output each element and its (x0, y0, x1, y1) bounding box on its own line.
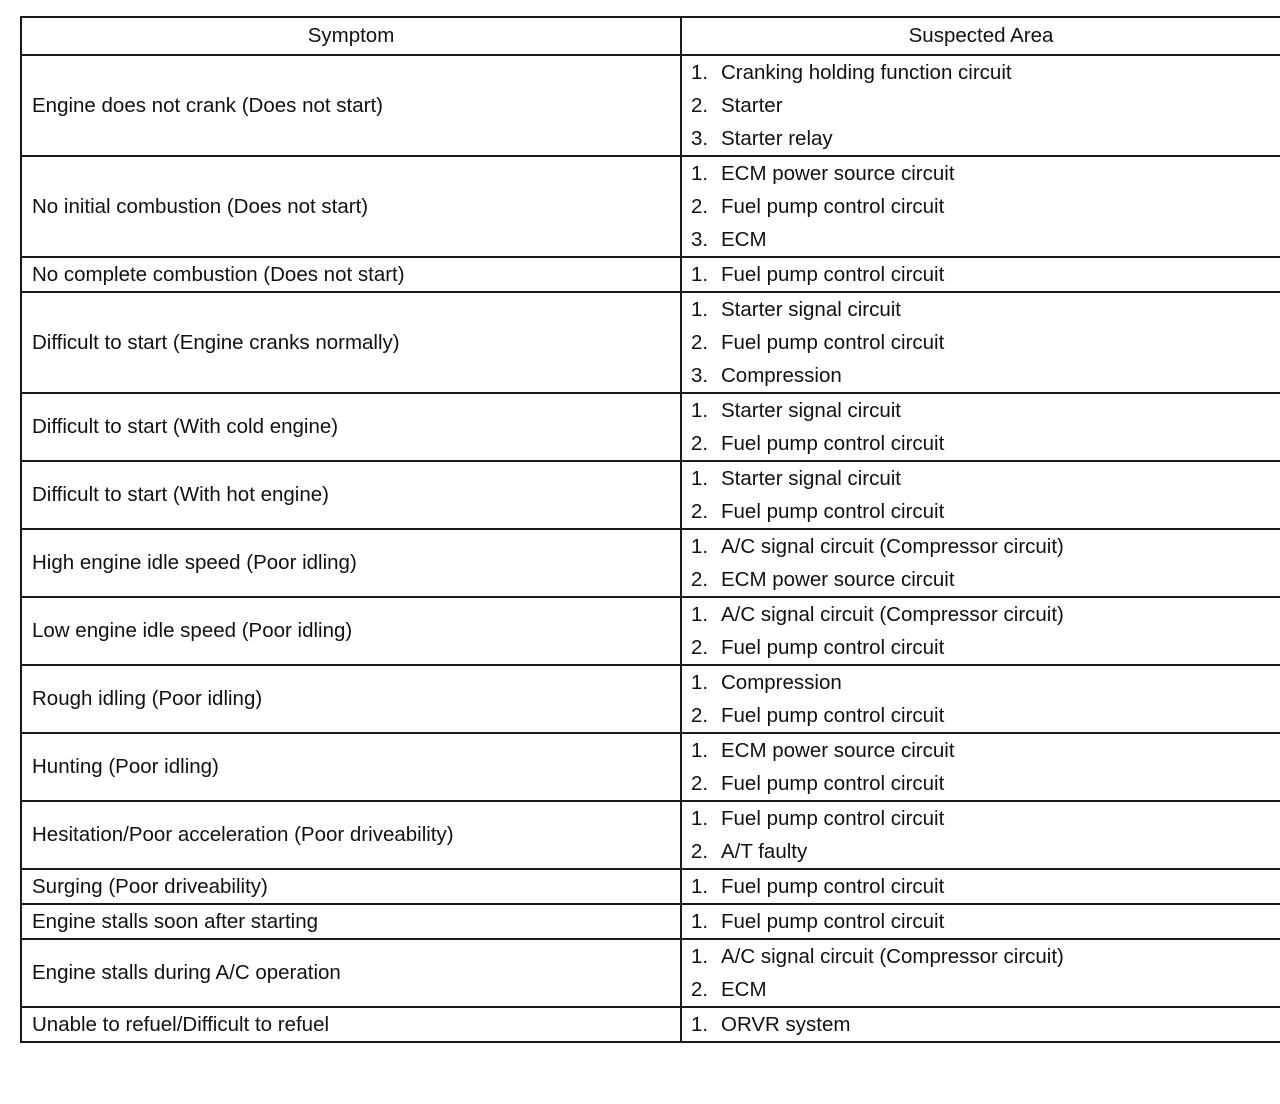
suspected-area-cell (681, 597, 1280, 665)
list-item (691, 940, 1280, 973)
table-row (21, 529, 1280, 597)
list-item (691, 835, 1280, 868)
list-item-text: A/C signal circuit (Compressor circuit) (721, 602, 1064, 626)
list-item (691, 462, 1280, 495)
table-row (21, 904, 1280, 939)
table-row (21, 55, 1280, 156)
list-item-number: 2. (691, 635, 709, 659)
list-item-number: 2. (691, 431, 709, 455)
header-row (21, 17, 1280, 55)
list-item-number: 3. (691, 227, 709, 251)
list-item (691, 699, 1280, 732)
list-item-number: 1. (691, 670, 709, 694)
list-item-text: Fuel pump control circuit (721, 771, 945, 795)
list-item-text: ORVR system (721, 1012, 851, 1036)
suspected-area-cell (681, 733, 1280, 801)
list-item (691, 563, 1280, 596)
table-row (21, 292, 1280, 393)
suspected-area-cell (681, 393, 1280, 461)
symptom-cell: No complete combustion (Does not start) (21, 257, 681, 292)
list-item (691, 359, 1280, 392)
list-item (691, 89, 1280, 122)
list-item-number: 1. (691, 909, 709, 933)
list-item-number: 1. (691, 297, 709, 321)
list-item-text: Fuel pump control circuit (721, 806, 945, 830)
list-item-number: 2. (691, 703, 709, 727)
list-item-text: A/T faulty (721, 839, 808, 863)
table-row (21, 597, 1280, 665)
suspected-area-cell (681, 257, 1280, 292)
suspected-area-cell (681, 904, 1280, 939)
symptom-header: Symptom (21, 17, 681, 55)
list-item-text: Cranking holding function circuit (721, 60, 1012, 84)
symptom-cell: Difficult to start (With cold engine) (21, 393, 681, 461)
symptom-cell: Engine does not crank (Does not start) (21, 55, 681, 156)
list-item-text: A/C signal circuit (Compressor circuit) (721, 944, 1064, 968)
list-item-number: 1. (691, 602, 709, 626)
symptom-cell: Difficult to start (With hot engine) (21, 461, 681, 529)
list-item-text: ECM power source circuit (721, 567, 955, 591)
list-item-number: 3. (691, 363, 709, 387)
list-item (691, 157, 1280, 190)
list-item-number: 2. (691, 499, 709, 523)
list-item (691, 870, 1280, 903)
list-item-number: 1. (691, 806, 709, 830)
list-item (691, 905, 1280, 938)
list-item (691, 802, 1280, 835)
suspected-area-cell (681, 939, 1280, 1007)
suspected-area-cell (681, 529, 1280, 597)
list-item (691, 666, 1280, 699)
list-item-number: 3. (691, 126, 709, 150)
list-item-number: 2. (691, 567, 709, 591)
list-item-number: 1. (691, 466, 709, 490)
list-item (691, 223, 1280, 256)
list-item-text: Starter (721, 93, 783, 117)
list-item-number: 1. (691, 874, 709, 898)
list-item-text: Starter signal circuit (721, 466, 902, 490)
list-item-number: 2. (691, 330, 709, 354)
suspected-area-cell (681, 665, 1280, 733)
list-item (691, 258, 1280, 291)
list-item (691, 734, 1280, 767)
list-item-number: 1. (691, 60, 709, 84)
list-item-text: Compression (721, 363, 842, 387)
symptom-table (20, 16, 1280, 1043)
list-item-text: Fuel pump control circuit (721, 909, 945, 933)
symptom-cell: Unable to refuel/Difficult to refuel (21, 1007, 681, 1042)
list-item-text: ECM power source circuit (721, 738, 955, 762)
table-row (21, 156, 1280, 257)
list-item-number: 2. (691, 977, 709, 1001)
list-item-text: A/C signal circuit (Compressor circuit) (721, 534, 1064, 558)
suspected-area-cell (681, 292, 1280, 393)
list-item-number: 2. (691, 839, 709, 863)
list-item-text: ECM (721, 977, 767, 1001)
list-item (691, 495, 1280, 528)
list-item (691, 598, 1280, 631)
list-item-number: 1. (691, 738, 709, 762)
list-item (691, 973, 1280, 1006)
list-item-number: 1. (691, 944, 709, 968)
suspected-area-cell (681, 156, 1280, 257)
suspected-area-cell (681, 869, 1280, 904)
list-item (691, 394, 1280, 427)
list-item-text: Fuel pump control circuit (721, 874, 945, 898)
list-item-text: Starter signal circuit (721, 398, 902, 422)
symptom-cell: Hesitation/Poor acceleration (Poor driveability) (21, 801, 681, 869)
list-item-text: Fuel pump control circuit (721, 431, 945, 455)
list-item (691, 190, 1280, 223)
symptom-cell: Hunting (Poor idling) (21, 733, 681, 801)
symptom-cell: Surging (Poor driveability) (21, 869, 681, 904)
table-row (21, 801, 1280, 869)
list-item (691, 122, 1280, 155)
list-item-number: 1. (691, 161, 709, 185)
suspected-area-cell (681, 1007, 1280, 1042)
list-item (691, 56, 1280, 89)
table-row (21, 939, 1280, 1007)
list-item (691, 1008, 1280, 1041)
list-item-text: Fuel pump control circuit (721, 262, 945, 286)
list-item (691, 530, 1280, 563)
list-item-number: 2. (691, 93, 709, 117)
table-row (21, 733, 1280, 801)
list-item-text: Fuel pump control circuit (721, 194, 945, 218)
list-item-text: Starter signal circuit (721, 297, 902, 321)
symptom-cell: No initial combustion (Does not start) (21, 156, 681, 257)
list-item-text: Fuel pump control circuit (721, 330, 945, 354)
list-item-number: 1. (691, 262, 709, 286)
suspected-area-cell (681, 801, 1280, 869)
list-item-text: ECM power source circuit (721, 161, 955, 185)
list-item (691, 326, 1280, 359)
list-item-number: 1. (691, 534, 709, 558)
suspected-area-header: Suspected Area (681, 17, 1280, 55)
list-item (691, 293, 1280, 326)
list-item (691, 767, 1280, 800)
list-item-number: 1. (691, 1012, 709, 1036)
suspected-area-cell (681, 55, 1280, 156)
table-row (21, 869, 1280, 904)
table-row (21, 393, 1280, 461)
table-row (21, 665, 1280, 733)
list-item (691, 427, 1280, 460)
symptom-cell: Engine stalls during A/C operation (21, 939, 681, 1007)
list-item-text: Starter relay (721, 126, 833, 150)
symptom-cell: High engine idle speed (Poor idling) (21, 529, 681, 597)
list-item (691, 631, 1280, 664)
list-item-number: 2. (691, 194, 709, 218)
symptom-cell: Low engine idle speed (Poor idling) (21, 597, 681, 665)
symptom-cell: Engine stalls soon after starting (21, 904, 681, 939)
list-item-text: Fuel pump control circuit (721, 499, 945, 523)
table-row (21, 1007, 1280, 1042)
symptom-cell: Difficult to start (Engine cranks normally) (21, 292, 681, 393)
list-item-text: Fuel pump control circuit (721, 703, 945, 727)
list-item-number: 1. (691, 398, 709, 422)
table-row (21, 257, 1280, 292)
table-row (21, 461, 1280, 529)
list-item-text: Fuel pump control circuit (721, 635, 945, 659)
symptom-cell: Rough idling (Poor idling) (21, 665, 681, 733)
list-item-text: ECM (721, 227, 767, 251)
list-item-number: 2. (691, 771, 709, 795)
list-item-text: Compression (721, 670, 842, 694)
suspected-area-cell (681, 461, 1280, 529)
